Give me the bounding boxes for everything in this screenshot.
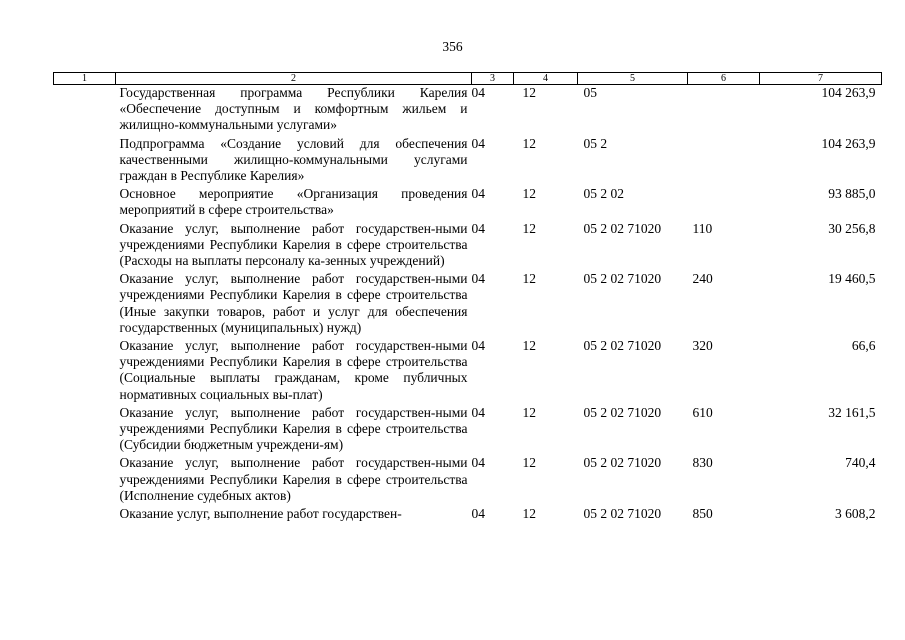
row-amount: 30 256,8: [828, 220, 876, 236]
row-subsection: 12: [522, 506, 536, 522]
row-name: Оказание услуг, выполнение работ государствен-ными учреждениями Республики Карелия в сфере строительства (Расходы на выплаты персоналу ка-зенных учреждений): [119, 220, 468, 269]
table-row: [54, 221, 882, 272]
row-subsection: 12: [522, 220, 536, 236]
table-row: [54, 455, 882, 506]
row-target-code: 05: [583, 85, 597, 100]
row-amount: 32 161,5: [828, 404, 876, 420]
row-section: 04: [471, 404, 485, 420]
row-amount: 104 263,9: [821, 135, 876, 151]
row-section: 04: [471, 85, 485, 100]
table-row: [54, 136, 882, 187]
row-amount: 104 263,9: [821, 85, 876, 100]
page-number: 356: [442, 39, 463, 54]
row-expense-type: 110: [692, 220, 713, 236]
row-subsection: 12: [522, 135, 536, 151]
row-name: Оказание услуг, выполнение работ государствен-: [119, 506, 402, 522]
row-name: Оказание услуг, выполнение работ государствен-ными учреждениями Республики Карелия в сфере строительства (Социальные выплаты гражданам, кроме публичных нормативных социальных вы-плат): [119, 338, 468, 402]
row-section: 04: [471, 186, 485, 202]
row-name: Государственная программа Республики Карелия «Обеспечение доступным и комфортным жильем и жилищно-коммунальными услугами»: [119, 85, 468, 133]
row-target-code: 05 2 02 71020: [583, 220, 662, 236]
row-section: 04: [471, 455, 485, 471]
row-section: 04: [471, 338, 485, 354]
row-target-code: 05 2 02: [583, 186, 624, 202]
header-cell: 4: [514, 73, 578, 85]
row-amount: 93 885,0: [828, 186, 876, 202]
row-name: Оказание услуг, выполнение работ государствен-ными учреждениями Республики Карелия в сфере строительства (Исполнение судебных актов): [119, 455, 468, 503]
table-row: [54, 405, 882, 456]
row-name: Основное мероприятие «Организация проведения мероприятий в сфере строительства»: [119, 186, 468, 218]
column-number-header: [54, 73, 882, 85]
header-cell: 7: [760, 73, 882, 85]
header-cell: 2: [116, 73, 472, 85]
row-name: Подпрограмма «Создание условий для обеспечения качественными жилищно-коммунальными услугами граждан в Республике Карелия»: [119, 135, 468, 184]
row-amount: 740,4: [845, 455, 876, 471]
row-expense-type: [688, 85, 760, 136]
row-subsection: 12: [522, 85, 536, 100]
table-row: [54, 506, 882, 524]
row-expense-type: 240: [692, 271, 713, 287]
row-section: 04: [471, 271, 485, 287]
row-section: 04: [471, 220, 485, 236]
row-subsection: 12: [522, 404, 536, 420]
row-subsection: 12: [522, 271, 536, 287]
row-expense-type: 320: [692, 338, 713, 354]
row-amount: 3 608,2: [835, 506, 876, 522]
row-expense-type: [688, 186, 760, 220]
row-target-code: 05 2 02 71020: [583, 404, 662, 420]
row-target-code: 05 2 02 71020: [583, 455, 662, 471]
row-subsection: 12: [522, 338, 536, 354]
header-cell: 6: [688, 73, 760, 85]
row-target-code: 05 2 02 71020: [583, 338, 662, 354]
table-row: [54, 271, 882, 338]
table-row: [54, 338, 882, 405]
table-row: [54, 85, 882, 136]
row-section: 04: [471, 135, 485, 151]
header-cell: 3: [472, 73, 514, 85]
row-amount: 66,6: [851, 338, 876, 354]
header-cell: 5: [578, 73, 688, 85]
header-cell: 1: [54, 73, 116, 85]
row-target-code: 05 2: [583, 135, 608, 151]
row-name: Оказание услуг, выполнение работ государствен-ными учреждениями Республики Карелия в сфере строительства (Иные закупки товаров, работ и услуг для обеспечения государственных (муниципальных) нужд): [119, 271, 468, 335]
row-section: 04: [471, 506, 485, 522]
row-expense-type: [688, 136, 760, 187]
row-expense-type: 610: [692, 404, 713, 420]
row-amount: 19 460,5: [828, 271, 876, 287]
row-subsection: 12: [522, 186, 536, 202]
row-subsection: 12: [522, 455, 536, 471]
budget-table: [53, 72, 882, 524]
row-target-code: 05 2 02 71020: [583, 271, 662, 287]
row-expense-type: 830: [692, 455, 713, 471]
row-target-code: 05 2 02 71020: [583, 506, 662, 522]
row-expense-type: 850: [692, 506, 713, 522]
row-name: Оказание услуг, выполнение работ государствен-ными учреждениями Республики Карелия в сфере строительства (Субсидии бюджетным учреждени-ям): [119, 404, 468, 453]
table-body: [54, 85, 882, 525]
table-row: [54, 186, 882, 220]
